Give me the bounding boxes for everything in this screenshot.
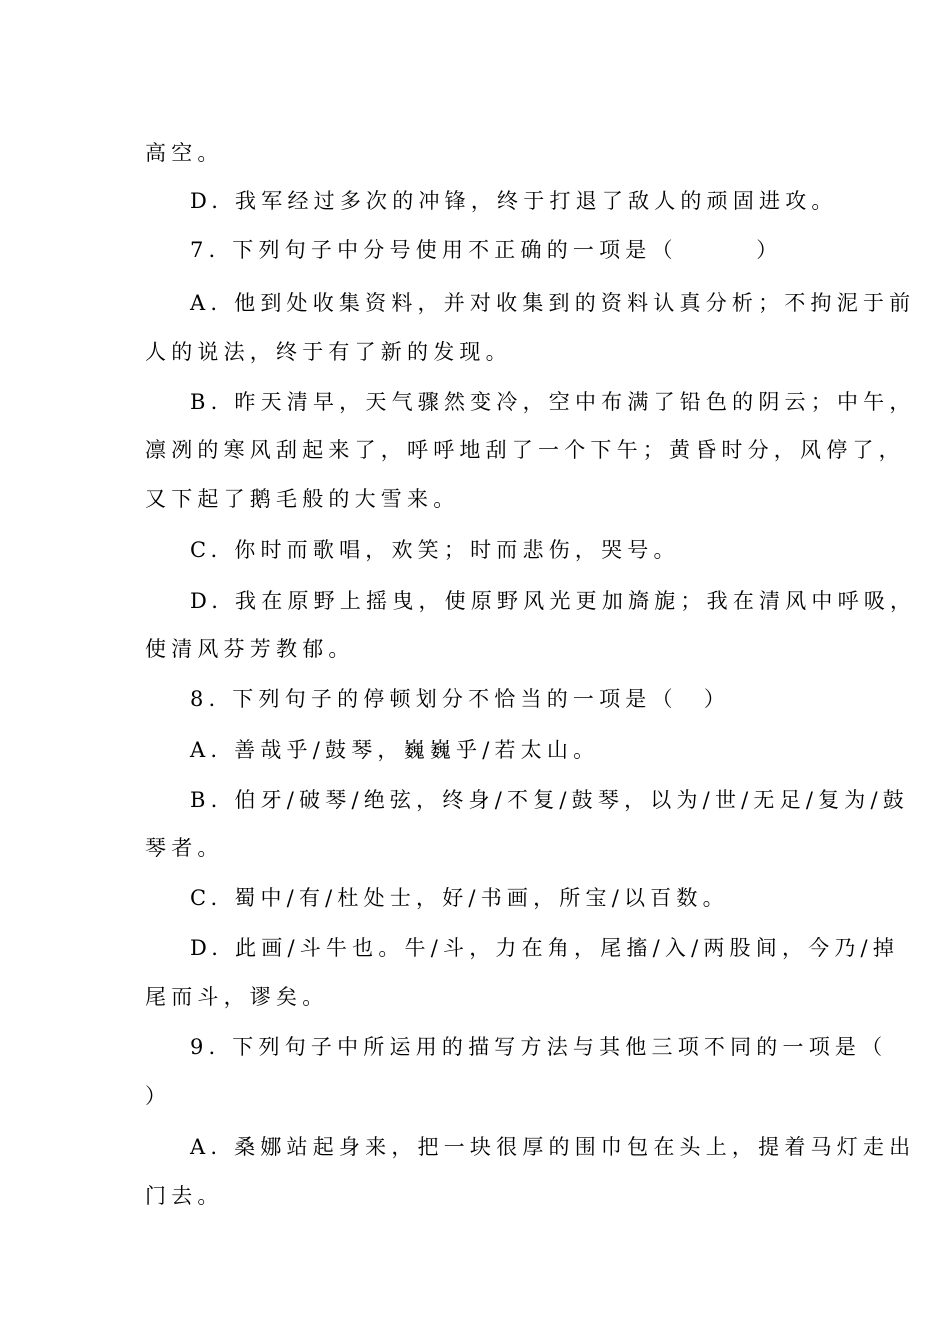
question-9-cont: ） <box>145 1084 172 1108</box>
option-b-q8-cont: 琴者。 <box>145 836 224 860</box>
option-b-q7-cont1: 凛冽的寒风刮起来了，呼呼地刮了一个下午；黄昏时分，风停了， <box>145 438 905 462</box>
option-c-q7: C. 你时而歌唱，欢笑；时而悲伤，哭号。 <box>190 538 680 562</box>
option-b-q7: B. 昨天清早，天气骤然变冷，空中布满了铅色的阴云；中午， <box>190 390 916 414</box>
question-9: 9. 下列句子中所运用的描写方法与其他三项不同的一项是（ <box>190 1035 888 1059</box>
option-a-q9: A. 桑娜站起身来，把一块很厚的围巾包在头上，提着马灯走出 <box>190 1135 916 1159</box>
option-c-q8: C. 蜀中/有/杜处士，好/书画，所宝/以百数。 <box>190 886 729 910</box>
option-a-q8: A. 善哉乎/鼓琴，巍巍乎/若太山。 <box>190 738 600 762</box>
option-a-q7-cont: 人的说法，终于有了新的发现。 <box>145 340 512 364</box>
option-b-q8: B. 伯牙/破琴/绝弦，终身/不复/鼓琴，以为/世/无足/复为/鼓 <box>190 788 909 812</box>
question-7: 7. 下列句子中分号使用不正确的一项是（ ） <box>190 238 783 262</box>
option-d-q7-cont: 使清风芬芳教郁。 <box>145 637 355 661</box>
text-line-continuation: 高空。 <box>145 141 224 165</box>
option-a-q9-cont: 门去。 <box>145 1184 224 1208</box>
option-d-q6: D. 我军经过多次的冲锋，终于打退了敌人的顽固进攻。 <box>190 189 838 213</box>
option-a-q7: A. 他到处收集资料，并对收集到的资料认真分析；不拘泥于前 <box>190 291 916 315</box>
option-d-q8-cont: 尾而斗，谬矣。 <box>145 985 329 1009</box>
option-d-q8: D. 此画/斗牛也。牛/斗，力在角，尾搐/入/两股间，今乃/掉 <box>190 936 900 960</box>
option-b-q7-cont2: 又下起了鹅毛般的大雪来。 <box>145 487 460 511</box>
option-d-q7: D. 我在原野上摇曳，使原野风光更加旖旎；我在清风中呼吸， <box>190 589 917 613</box>
question-8: 8. 下列句子的停顿划分不恰当的一项是（ ） <box>190 687 731 711</box>
